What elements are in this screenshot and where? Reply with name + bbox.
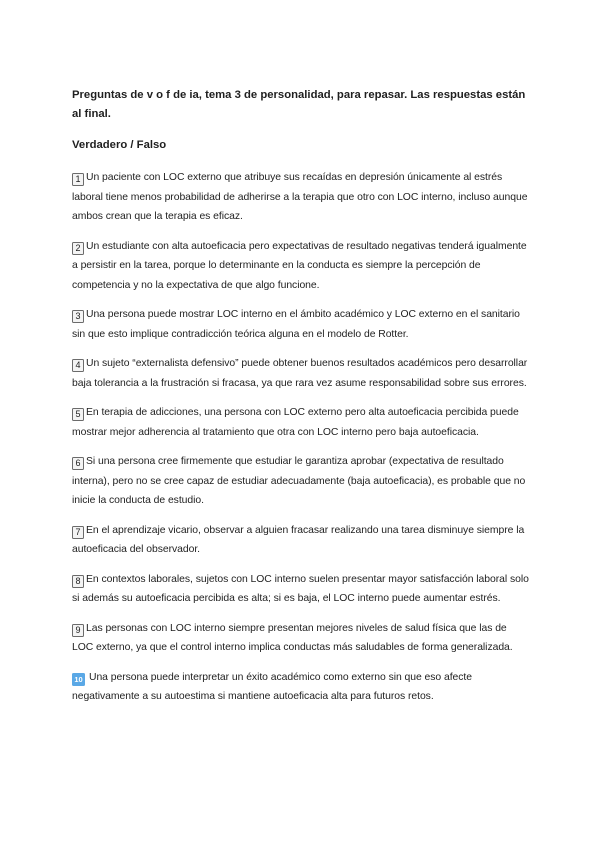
question-item xyxy=(72,570,530,609)
question-item xyxy=(72,668,530,707)
question-text: En contextos laborales, sujetos con LOC interno suelen presentar mayor satisfacción laboral solo si además su autoeficacia percibida es alta; si es baja, el LOC interno puede aumentar estrés. xyxy=(72,573,529,604)
question-text: Las personas con LOC interno siempre presentan mejores niveles de salud física que las de LOC externo, ya que el control interno implica conductas más saludables de forma generalizada. xyxy=(72,622,513,653)
question-item xyxy=(72,168,530,227)
document-title: Preguntas de v o f de ia, tema 3 de personalidad, para repasar. Las respuestas están al final. xyxy=(72,89,526,120)
question-text: Un paciente con LOC externo que atribuye sus recaídas en depresión únicamente al estrés laboral tiene menos probabilidad de adherirse a la terapia que otro con LOC interno, incluso aunque ambos crean que la terapia es eficaz. xyxy=(72,172,528,222)
question-item xyxy=(72,305,530,344)
keycap-number-icon: 2 xyxy=(72,242,84,255)
question-text: En terapia de adicciones, una persona con LOC externo pero alta autoeficacia percibida puede mostrar mejor adherencia al tratamiento que otra con LOC interno pero baja autoeficacia. xyxy=(72,407,519,438)
keycap-number-icon: 1 xyxy=(72,173,84,186)
question-item xyxy=(72,521,530,560)
question-text: Si una persona cree firmemente que estudiar le garantiza aprobar (expectativa de resultado interna), pero no se cree capaz de estudiar adecuadamente (baja autoeficacia), es probable que no inicie la conducta de estudio. xyxy=(72,456,526,506)
question-text: Una persona puede mostrar LOC interno en el ámbito académico y LOC externo en el sanitario sin que esto implique contradicción teórica alguna en el modelo de Rotter. xyxy=(72,309,520,340)
question-item xyxy=(72,237,530,296)
keycap-number-icon: 3 xyxy=(72,310,84,323)
question-item xyxy=(72,619,530,658)
section-heading: Verdadero / Falso xyxy=(72,139,167,151)
keycap-number-icon: 5 xyxy=(72,408,84,421)
keycap-number-icon: 6 xyxy=(72,457,84,470)
question-text: Un estudiante con alta autoeficacia pero expectativas de resultado negativas tenderá igualmente a persistir en la tarea, porque lo determinante en la conducta es siempre la percepción de competencia y no la expectativa de que algo funcione. xyxy=(72,240,527,291)
question-item xyxy=(72,452,530,511)
question-item xyxy=(72,354,530,393)
question-text: En el aprendizaje vicario, observar a alguien fracasar realizando una tarea disminuye siempre la autoeficacia del observador. xyxy=(72,524,525,555)
keycap-number-icon: 10 xyxy=(72,673,85,686)
keycap-number-icon: 9 xyxy=(72,624,84,637)
question-item xyxy=(72,403,530,442)
keycap-number-icon: 8 xyxy=(72,575,84,588)
question-list xyxy=(72,168,530,707)
keycap-number-icon: 7 xyxy=(72,526,84,539)
question-text: Una persona puede interpretar un éxito académico como externo sin que eso afecte negativamente a su autoestima si mantiene autoeficacia alta para futuros retos. xyxy=(72,671,473,702)
keycap-number-icon: 4 xyxy=(72,359,84,372)
question-text: Un sujeto “externalista defensivo” puede obtener buenos resultados académicos pero desarrollar baja tolerancia a la frustración si fracasa, ya que rara vez asume responsabilidad sobre sus errores. xyxy=(72,358,528,389)
